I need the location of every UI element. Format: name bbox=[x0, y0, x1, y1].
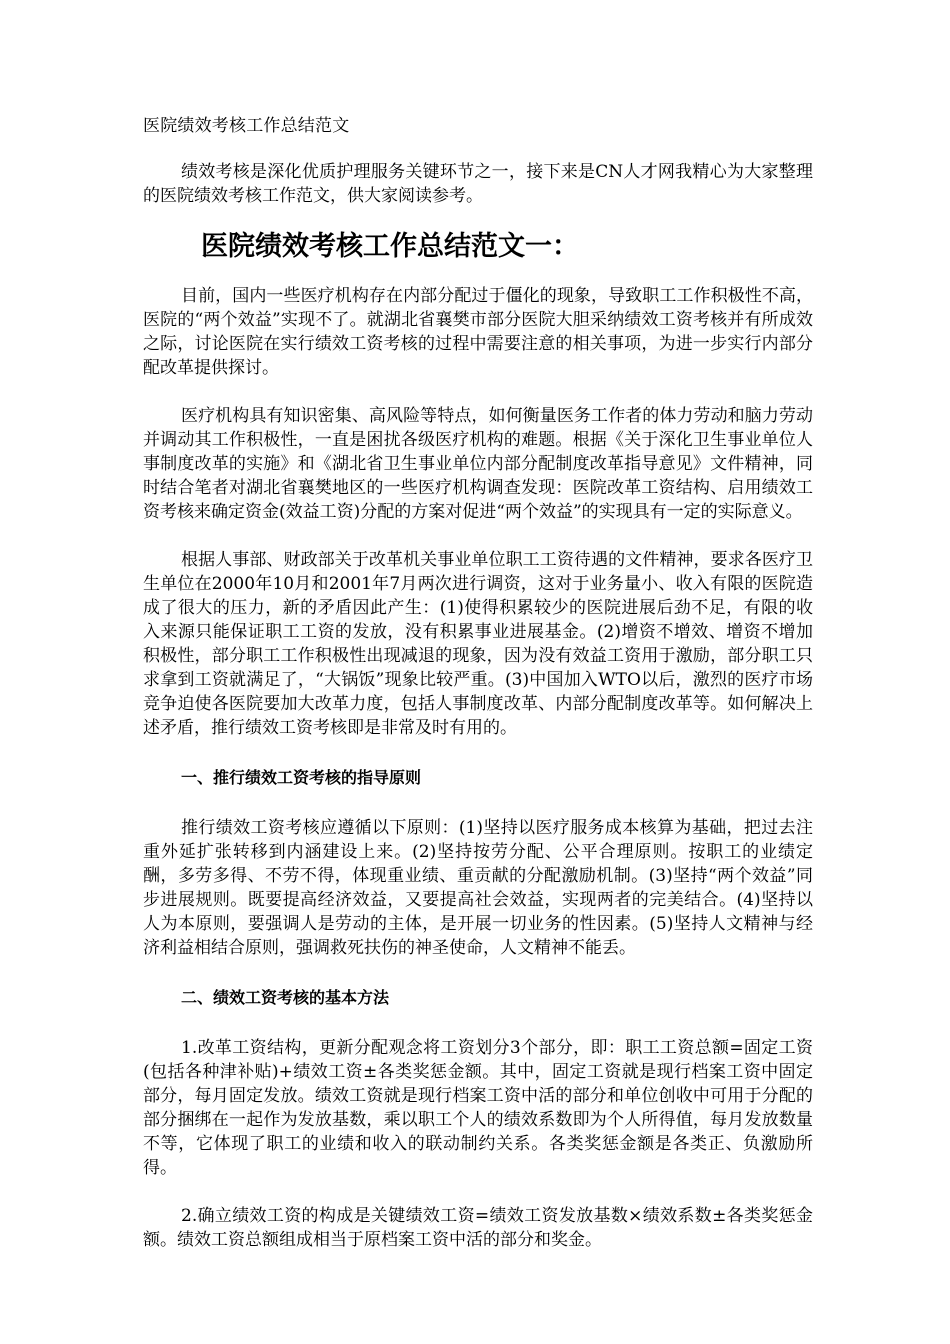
section-1-paragraph: 推行绩效工资考核应遵循以下原则：(1)坚持以医疗服务成本核算为基础，把过去注重外延扩张转移到内涵建设上来。(2)坚持按劳分配、公平合理原则。按职工的业绩定酬，多劳多得、不劳不得，体现重业绩、重贡献的分配激励机制。(3)坚持“两个效益”同步进展规则。既要提高经济效益，又要提高社会效益，实现两者的完美结合。(4)坚持以人为本原则，要强调人是劳动的主体，是开展一切业务的性因素。(5)坚持人文精神与经济利益相结合原则，强调救死扶伤的神圣使命，人文精神不能丢。 bbox=[143, 818, 813, 958]
section-2-item-2: 2.确立绩效工资的构成是关键绩效工资=绩效工资发放基数×绩效系数±各类奖惩金额。绩效工资总额组成相当于原档案工资中活的部分和奖金。 bbox=[143, 1206, 813, 1250]
section-heading-2: 二、绩效工资考核的基本方法 bbox=[181, 988, 390, 1007]
main-heading: 医院绩效考核工作总结范文一： bbox=[201, 231, 579, 262]
section-2-item-1: 1.改革工资结构，更新分配观念将工资划分3个部分，即：职工工资总额=固定工资(包括各种津补贴)+绩效工资±各类奖惩金额。其中，固定工资就是现行档案工资中固定部分，每月固定发放。绩效工资就是现行档案工资中活的部分和单位创收中可用于分配的部分捆绑在一起作为发放基数，乘以职工个人的绩效系数即为个人所得值，每月发放数量不等，它体现了职工的业绩和收入的联动制约关系。各类奖惩金额是各类正、负激励所得。 bbox=[143, 1038, 813, 1178]
document-page bbox=[143, 112, 813, 1252]
intro-paragraph: 绩效考核是深化优质护理服务关键环节之一，接下来是CN人才网我精心为大家整理的医院绩效考核工作范文，供大家阅读参考。 bbox=[143, 162, 813, 206]
document-title: 医院绩效考核工作总结范文 bbox=[143, 116, 350, 136]
body-paragraph-3: 根据人事部、财政部关于改革机关事业单位职工工资待遇的文件精神，要求各医疗卫生单位在2000年10月和2001年7月两次进行调资，这对于业务量小、收入有限的医院造成了很大的压力，新的矛盾因此产生：(1)使得积累较少的医院进展后劲不足，有限的收入来源只能保证职工工资的发放，没有积累事业进展基金。(2)增资不增效、增资不增加积极性，部分职工工作积极性出现减退的现象，因为没有效益工资用于激励，部分职工只求拿到工资就满足了，“大锅饭”现象比较严重。(3)中国加入WTO以后，激烈的医疗市场竞争迫使各医院要加大改革力度，包括人事制度改革、内部分配制度改革等。如何解决上述矛盾，推行绩效工资考核即是非常及时有用的。 bbox=[143, 550, 813, 738]
body-paragraph-1: 目前，国内一些医疗机构存在内部分配过于僵化的现象，导致职工工作积极性不高，医院的“两个效益”实现不了。就湖北省襄樊市部分医院大胆采纳绩效工资考核并有所成效之际，讨论医院在实行绩效工资考核的过程中需要注意的相关事项，为进一步实行内部分配改革提供探讨。 bbox=[143, 286, 813, 378]
body-paragraph-2: 医疗机构具有知识密集、高风险等特点，如何衡量医务工作者的体力劳动和脑力劳动并调动其工作积极性，一直是困扰各级医疗机构的难题。根据《关于深化卫生事业单位人事制度改革的实施》和《湖北省卫生事业单位内部分配制度改革指导意见》文件精神，同时结合笔者对湖北省襄樊地区的一些医疗机构调查发现：医院改革工资结构、启用绩效工资考核来确定资金(效益工资)分配的方案对促进“两个效益”的实现具有一定的实际意义。 bbox=[143, 406, 813, 522]
section-heading-1: 一、推行绩效工资考核的指导原则 bbox=[181, 768, 422, 787]
